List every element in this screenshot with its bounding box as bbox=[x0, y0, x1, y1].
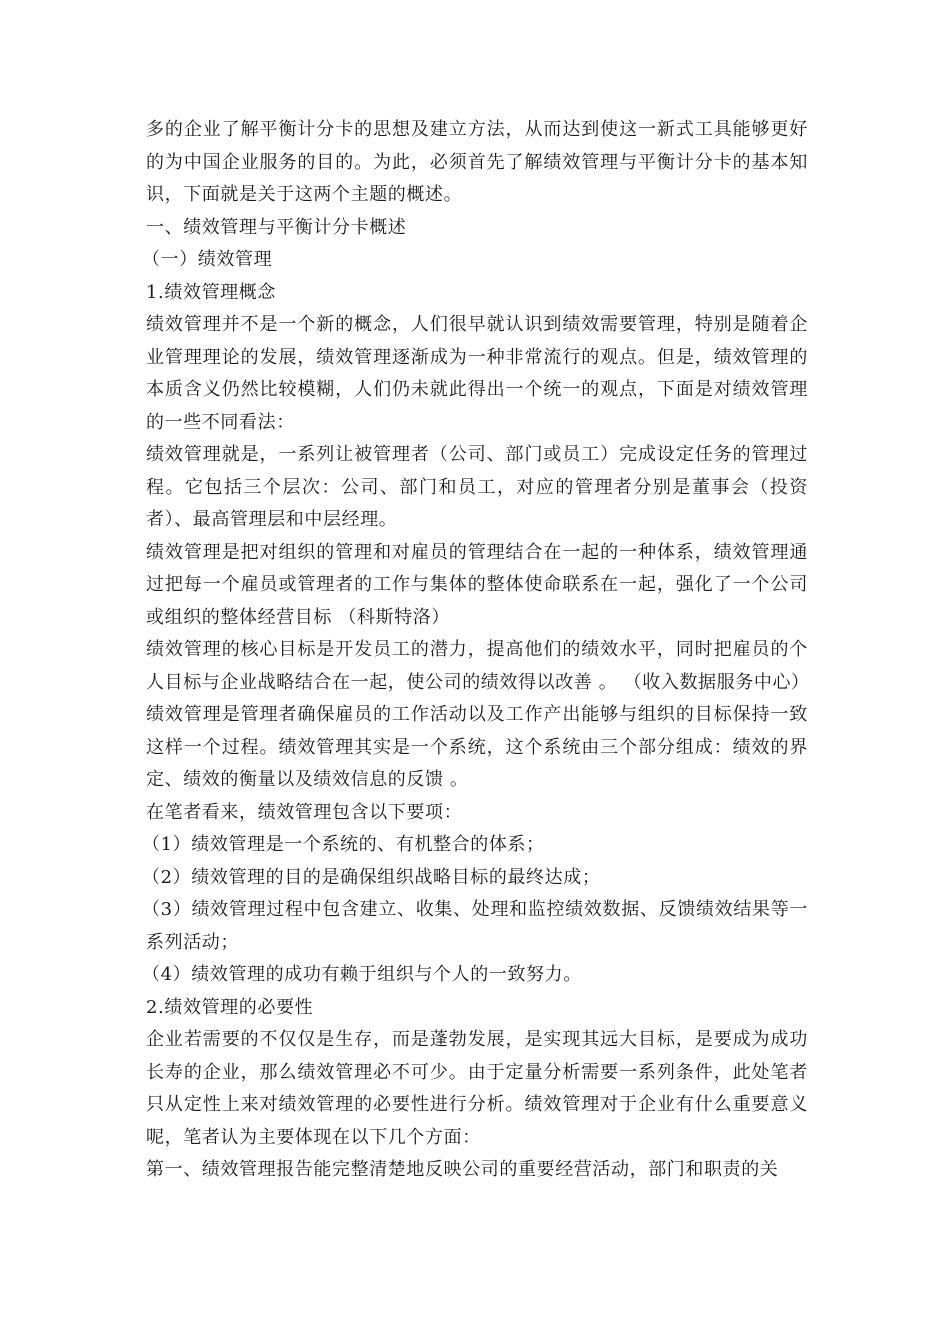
subsubsection-heading-1: 1.绩效管理概念 bbox=[146, 281, 276, 303]
paragraph-definition-2: 绩效管理是把对组织的管理和对雇员的管理结合在一起的一种体系，绩效管理通过把每一个雇员或管理者的工作与集体的整体使命联系在一起，强化了一个公司或组织的整体经营目标 （科斯特洛） bbox=[146, 541, 808, 628]
paragraph-author-view: 在笔者看来，绩效管理包含以下要项： bbox=[146, 801, 463, 823]
paragraph-intro-continuation: 多的企业了解平衡计分卡的思想及建立方法，从而达到使这一新式工具能够更好的为中国企业服务的目的。为此，必须首先了解绩效管理与平衡计分卡的基本知识，下面就是关于这两个主题的概述。 bbox=[146, 119, 808, 205]
subsubsection-heading-2: 2.绩效管理的必要性 bbox=[146, 996, 314, 1018]
list-item-4: （4）绩效管理的成功有赖于组织与个人的一致努力。 bbox=[142, 964, 582, 985]
document-body bbox=[142, 114, 810, 1187]
subsection-heading-1: （一）绩效管理 bbox=[142, 249, 273, 270]
list-item-3: （3）绩效管理过程中包含建立、收集、处理和监控绩效数据、反馈绩效结果等一系列活动； bbox=[142, 899, 808, 953]
paragraph-definition-1: 绩效管理就是，一系列让被管理者（公司、部门或员工）完成设定任务的管理过程。它包括三个层次：公司、部门和员工，对应的管理者分别是董事会（投资者）、最高管理层和中层经理。 bbox=[146, 444, 808, 530]
section-heading-1: 一、绩效管理与平衡计分卡概述 bbox=[146, 216, 407, 238]
list-item-1: （1）绩效管理是一个系统的、有机整合的体系； bbox=[142, 834, 545, 855]
paragraph-definition-4: 绩效管理是管理者确保雇员的工作活动以及工作产出能够与组织的目标保持一致这样一个过程。绩效管理其实是一个系统，这个系统由三个部分组成：绩效的界定、绩效的衡量以及绩效信息的反馈 。 bbox=[146, 704, 808, 790]
paragraph-first-point: 第一、绩效管理报告能完整清楚地反映公司的重要经营活动，部门和职责的关 bbox=[146, 1159, 779, 1180]
paragraph-necessity: 企业若需要的不仅仅是生存，而是蓬勃发展，是实现其远大目标，是要成为成功长寿的企业，那么绩效管理必不可少。由于定量分析需要一系列条件，此处笔者只从定性上来对绩效管理的必要性进行分析。绩效管理对于企业有什么重要意义呢，笔者认为主要体现在以下几个方面： bbox=[146, 1029, 808, 1148]
list-item-2: （2）绩效管理的目的是确保组织战略目标的最终达成； bbox=[142, 866, 601, 888]
paragraph-definition-3: 绩效管理的核心目标是开发员工的潜力，提高他们的绩效水平，同时把雇员的个人目标与企业战略结合在一起，使公司的绩效得以改善 。 （收入数据服务中心） bbox=[146, 639, 810, 693]
paragraph-concept: 绩效管理并不是一个新的概念，人们很早就认识到绩效需要管理，特别是随着企业管理理论的发展，绩效管理逐渐成为一种非常流行的观点。但是，绩效管理的本质含义仍然比较模糊，人们仍未就此得出一个统一的观点，下面是对绩效管理的一些不同看法： bbox=[146, 314, 808, 433]
